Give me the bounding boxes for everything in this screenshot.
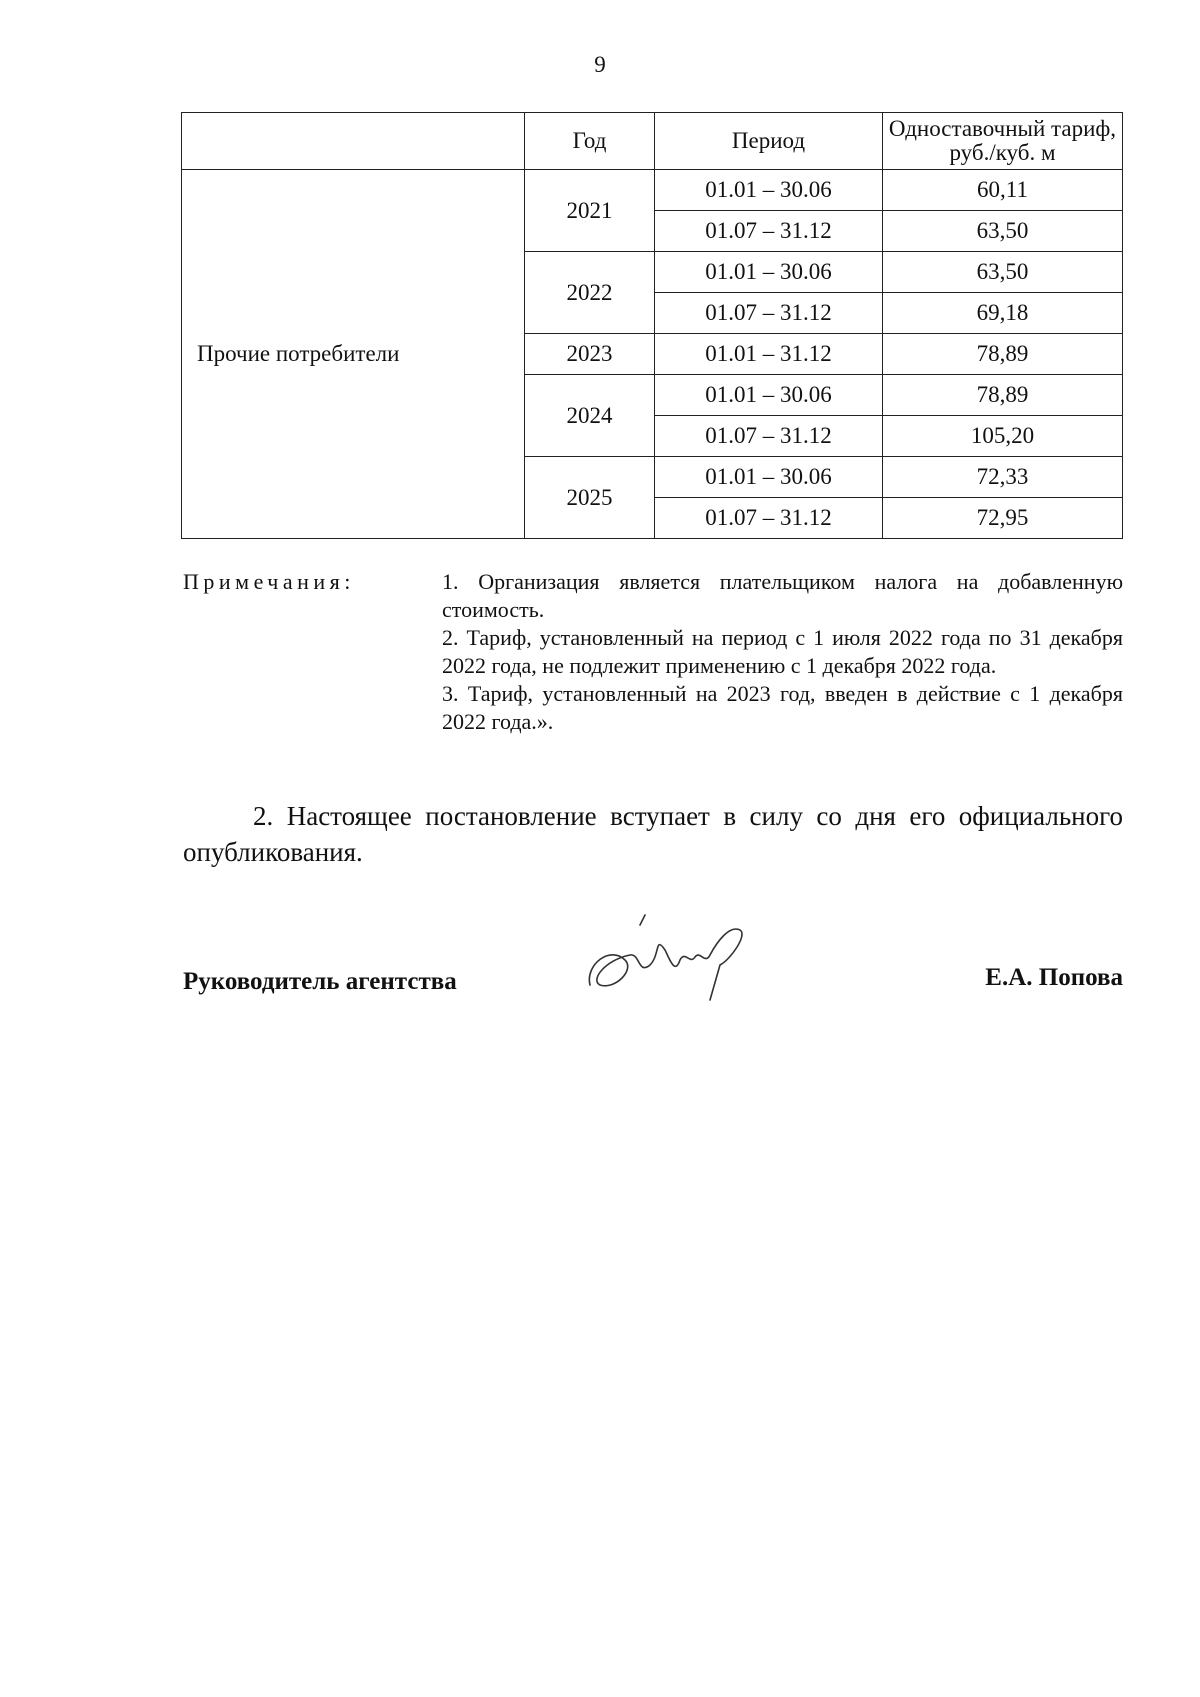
tariff-cell: 105,20 bbox=[883, 416, 1123, 457]
period-cell: 01.07 – 31.12 bbox=[655, 416, 883, 457]
table-header-row bbox=[182, 113, 1123, 170]
tariff-table bbox=[181, 112, 1123, 539]
period-cell: 01.01 – 31.12 bbox=[655, 334, 883, 375]
tariff-cell: 78,89 bbox=[883, 375, 1123, 416]
header-period: Период bbox=[655, 113, 883, 170]
period-cell: 01.07 – 31.12 bbox=[655, 293, 883, 334]
header-consumer bbox=[182, 113, 525, 170]
signature-block bbox=[183, 958, 1123, 1008]
tariff-cell: 69,18 bbox=[883, 293, 1123, 334]
signatory-name: Е.А. Попова bbox=[985, 964, 1123, 991]
notes-list bbox=[442, 568, 1123, 736]
effective-paragraph: 2. Настоящее постановление вступает в силу со дня его официального опубликования. bbox=[183, 801, 1123, 867]
period-cell: 01.01 – 30.06 bbox=[655, 170, 883, 211]
period-cell: 01.07 – 31.12 bbox=[655, 498, 883, 539]
signatory-title: Руководитель агентства bbox=[183, 968, 457, 995]
note-item: 3. Тариф, установленный на 2023 год, введен в действие с 1 декабря 2022 года.». bbox=[442, 681, 1123, 734]
year-cell: 2025 bbox=[525, 457, 655, 539]
note-item: 2. Тариф, установленный на период с 1 июля 2022 года по 31 декабря 2022 года, не подлежит применению с 1 декабря 2022 года. bbox=[442, 625, 1123, 678]
tariff-cell: 63,50 bbox=[883, 252, 1123, 293]
notes-label: Примечания: bbox=[183, 569, 355, 594]
tariff-cell: 60,11 bbox=[883, 170, 1123, 211]
page-number: 9 bbox=[594, 52, 606, 77]
tariff-cell: 78,89 bbox=[883, 334, 1123, 375]
tariff-cell: 63,50 bbox=[883, 211, 1123, 252]
tariff-cell: 72,95 bbox=[883, 498, 1123, 539]
consumer-cell: Прочие потребители bbox=[182, 170, 525, 539]
year-cell: 2022 bbox=[525, 252, 655, 334]
period-cell: 01.01 – 30.06 bbox=[655, 457, 883, 498]
period-cell: 01.01 – 30.06 bbox=[655, 252, 883, 293]
year-cell: 2023 bbox=[525, 334, 655, 375]
table-body bbox=[182, 170, 1123, 539]
note-item: 1. Организация является плательщиком налога на добавленную стоимость. bbox=[442, 569, 1123, 622]
year-cell: 2021 bbox=[525, 170, 655, 252]
tariff-cell: 72,33 bbox=[883, 457, 1123, 498]
header-tariff: Одноставочный тариф, руб./куб. м bbox=[883, 113, 1123, 170]
table-row bbox=[182, 170, 1123, 211]
period-cell: 01.01 – 30.06 bbox=[655, 375, 883, 416]
year-cell: 2024 bbox=[525, 375, 655, 457]
header-year: Год bbox=[525, 113, 655, 170]
period-cell: 01.07 – 31.12 bbox=[655, 211, 883, 252]
